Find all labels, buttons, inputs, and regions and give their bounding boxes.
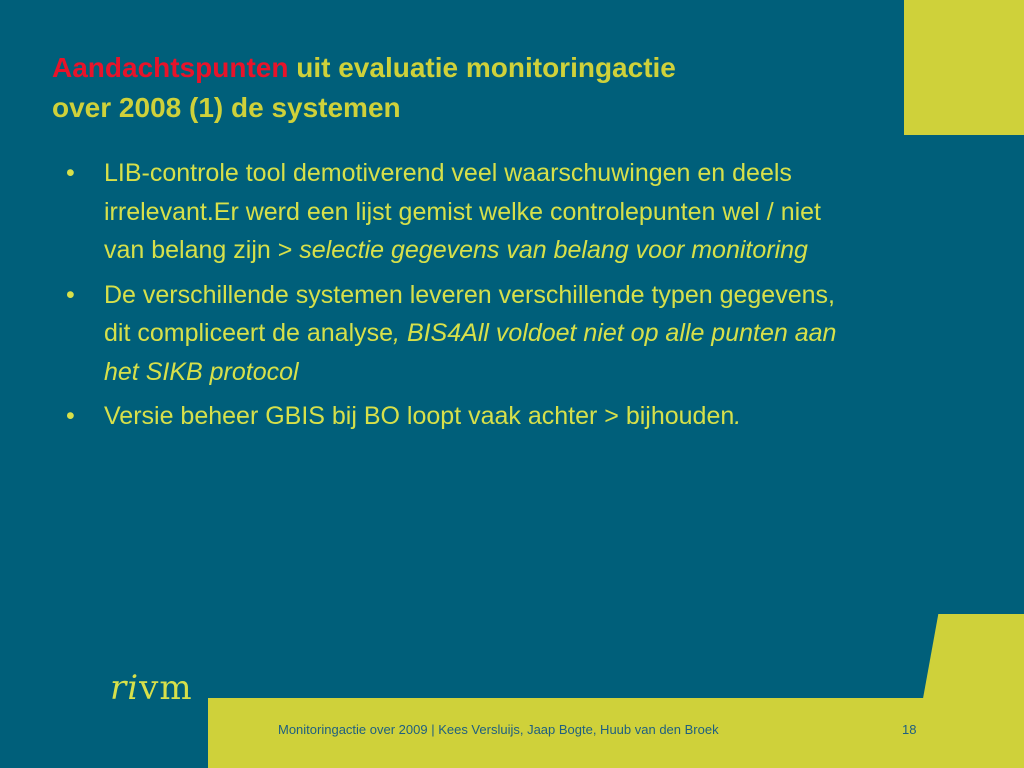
slide-title (52, 48, 892, 128)
footer-text: Monitoringactie over 2009 | Kees Versluijs, Jaap Bogte, Huub van den Broek (278, 722, 719, 737)
title-line1-rest: uit evaluatie monitoringactie (288, 52, 676, 83)
list-item (60, 276, 860, 392)
list-item (60, 397, 860, 436)
bullet-dot: • (66, 159, 75, 187)
bullet-italic-text: selectie gegevens van belang voor monitoring (299, 236, 808, 264)
bullet-text: De verschillende systemen leveren verschillende typen gegevens, dit compliceert de analyse (104, 280, 835, 347)
bullet-italic-text: . (734, 402, 742, 430)
page-number: 18 (902, 722, 917, 737)
bullet-dot: • (66, 280, 75, 309)
title-accent: Aandachtspunten (52, 52, 289, 83)
list-item (60, 154, 860, 270)
bullet-list (60, 154, 860, 442)
bullet-text: Versie beheer GBIS bij BO loopt vaak achter > bijhouden (104, 402, 735, 430)
bullet-dot: • (66, 402, 75, 430)
rivm-logo: rivm (110, 668, 193, 708)
corner-decoration (904, 0, 1024, 135)
title-line2: over 2008 (1) de systemen (52, 92, 401, 123)
bullet-text: LIB-controle tool demotiverend veel waarschuwingen en deels irrelevant.Er werd een lijst gemist welke controlepunten wel / niet van belang zijn > (104, 159, 822, 264)
footer-corner-decoration (922, 614, 1024, 704)
bullet-italic-text: , BIS4All voldoet niet op alle punten aan het SIKB protocol (104, 319, 837, 386)
